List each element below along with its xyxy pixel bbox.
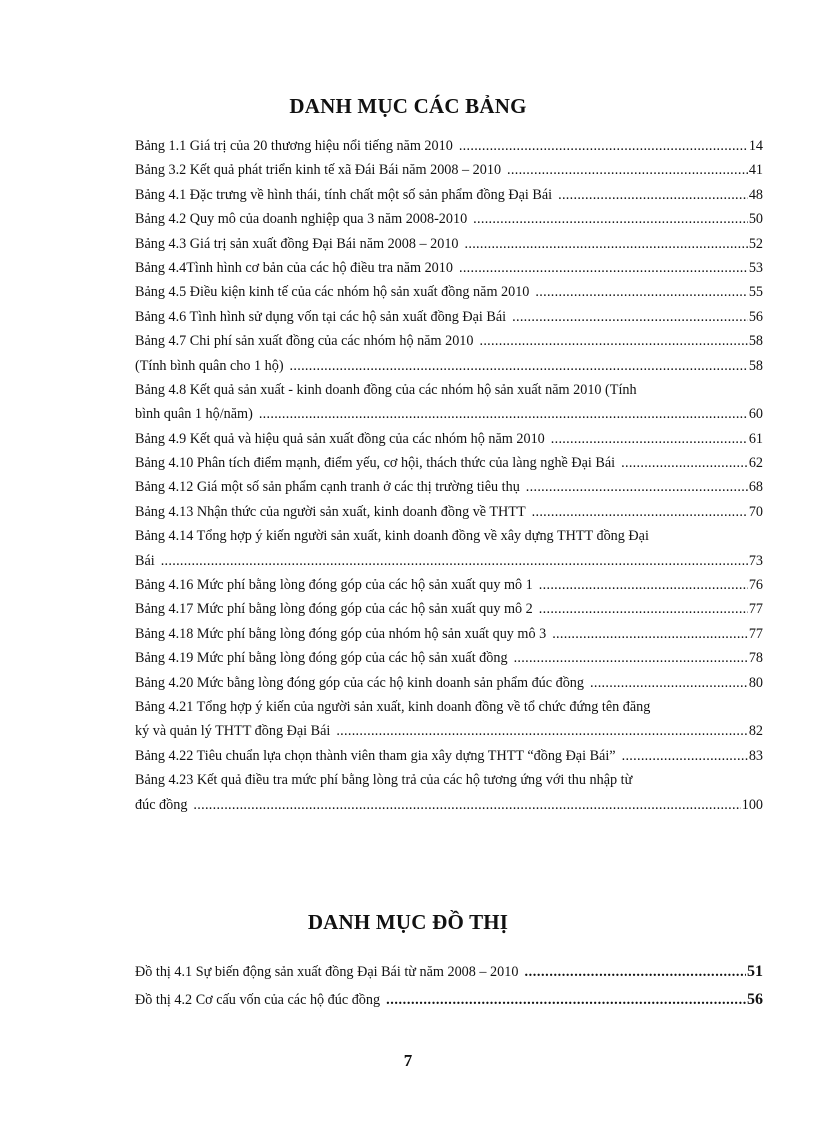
table-entry-page: 48 [748,186,763,203]
table-entry [135,524,763,573]
table-entry-page: 58 [748,333,763,350]
dot-leader [524,958,746,986]
dot-leader [290,354,748,378]
table-entry [135,768,763,817]
table-entry-label: Bảng 4.3 Giá trị sản xuất đồng Đại Bái năm 2008 – 2010 [135,235,459,252]
chart-entry-page: 56 [747,991,763,1008]
chart-entry-label: Đồ thị 4.2 Cơ cấu vốn của các hộ đúc đồng [135,992,381,1008]
table-entry-label: Bảng 4.1 Đặc trưng về hình thái, tính chất một số sản phẩm đồng Đại Bái [135,186,553,203]
table-entry-label: Bảng 4.22 Tiêu chuẩn lựa chọn thành viên tham gia xây dựng THTT “đồng Đại Bái” [135,747,616,764]
table-entry [135,329,763,353]
table-entry-page: 68 [748,479,763,496]
table-entry-page: 76 [748,577,763,594]
dot-leader [539,597,748,621]
dot-leader [336,719,747,743]
dot-leader [532,500,748,524]
table-entry [135,305,763,329]
table-entry-label-continued: bình quân 1 hộ/năm) [135,406,253,423]
table-entry [135,378,763,427]
chart-entry [135,958,763,986]
dot-leader [259,402,748,426]
dot-leader [465,232,748,256]
table-entry-page: 50 [748,211,763,228]
table-entry-label: (Tính bình quân cho 1 hộ) [135,357,284,374]
table-entry [135,500,763,524]
table-entry [135,573,763,597]
dot-leader [514,646,748,670]
table-entry-label: Bảng 3.2 Kết quả phát triển kinh tế xã Đái Bái năm 2008 – 2010 [135,162,502,179]
page-number: 7 [403,1051,413,1070]
table-entry-page: 14 [748,137,763,154]
table-entry-label: Bảng 4.7 Chi phí sản xuất đồng của các nhóm hộ năm 2010 [135,333,474,350]
table-entry-label: Bảng 4.20 Mức bằng lòng đóng góp của các hộ kinh doanh sản phẩm đúc đồng [135,674,584,691]
table-entry [135,671,763,695]
table-entry-page: 62 [748,455,763,472]
table-entry-label: Bảng 4.12 Giá một số sản phẩm cạnh tranh ở các thị trường tiêu thụ [135,479,520,496]
table-entry [135,134,763,158]
table-entry-page: 61 [748,430,763,447]
dot-leader [552,622,748,646]
table-entry-page: 77 [748,625,763,642]
dot-leader [386,986,746,1014]
tables-list-heading: DANH MỤC CÁC BẢNG [289,94,527,118]
table-entry [135,280,763,304]
table-entry-label: Bảng 4.14 Tổng hợp ý kiến người sản xuất, kinh doanh đồng về xây dựng THTT đồng Đại [135,528,649,545]
table-entry-page: 82 [748,723,763,740]
table-entry-label: Bảng 4.23 Kết quả điều tra mức phí bằng lòng trả của các hộ tương ứng với thu nhập từ [135,772,633,789]
table-entry-page: 60 [748,406,763,423]
table-entry-label: Bảng 4.19 Mức phí bằng lòng đóng góp của các hộ sản xuất đồng [135,650,508,667]
table-entry-page: 100 [741,796,763,813]
table-entry-label: Bảng 4.10 Phân tích điểm mạnh, điểm yếu, cơ hội, thách thức của làng nghề Đại Bái [135,455,616,472]
dot-leader [459,256,748,280]
table-entry [135,354,763,378]
table-entry [135,475,763,499]
table-entry [135,597,763,621]
dot-leader [473,207,748,231]
dot-leader [558,183,748,207]
table-entry-label: Bảng 4.17 Mức phí bằng lòng đóng góp của các hộ sản xuất quy mô 2 [135,601,533,618]
table-entry [135,451,763,475]
table-entry-page: 56 [748,308,763,325]
charts-list-heading: DANH MỤC ĐỒ THỊ [307,910,509,934]
dot-leader [535,280,747,304]
table-entry [135,646,763,670]
table-entry [135,256,763,280]
table-entry-label: Bảng 4.13 Nhận thức của người sản xuất, kinh doanh đồng về THTT [135,503,526,520]
table-entry-label: Bảng 4.6 Tình hình sử dụng vốn tại các hộ sản xuất đồng Đại Bái [135,308,507,325]
dot-leader [622,744,748,768]
table-entry-label: Bảng 4.16 Mức phí bằng lòng đóng góp của các hộ sản xuất quy mô 1 [135,577,533,594]
chart-entry [135,986,763,1014]
table-entry [135,232,763,256]
table-entry-page: 53 [748,259,763,276]
table-entry-label: Bảng 4.2 Quy mô của doanh nghiệp qua 3 năm 2008-2010 [135,211,468,228]
table-entry-page: 73 [748,552,763,569]
table-entry-page: 80 [748,674,763,691]
table-entry [135,207,763,231]
dot-leader [479,329,747,353]
table-entry-label: Bảng 4.8 Kết quả sản xuất - kinh doanh đồng của các nhóm hộ sản xuất năm 2010 (Tính [135,381,637,398]
table-entry-page: 55 [748,284,763,301]
table-entry-label: Bảng 4.18 Mức phí bằng lòng đóng góp của nhóm hộ sản xuất quy mô 3 [135,625,547,642]
table-entry-label: Bảng 4.4Tình hình cơ bản của các hộ điều tra năm 2010 [135,259,453,276]
dot-leader [590,671,748,695]
table-entry-page: 83 [748,747,763,764]
dot-leader [526,475,748,499]
table-entry-label-continued: Bái [135,552,155,569]
dot-leader [161,549,748,573]
table-entry-page: 70 [748,503,763,520]
dot-leader [193,793,740,817]
table-entry-label: Bảng 4.9 Kết quả và hiệu quả sản xuất đồng của các nhóm hộ năm 2010 [135,430,545,447]
table-entry-label-continued: đúc đồng [135,796,188,813]
dot-leader [507,158,748,182]
dot-leader [512,305,748,329]
table-entry-page: 77 [748,601,763,618]
charts-list [135,958,763,1014]
chart-entry-label: Đồ thị 4.1 Sự biến động sản xuất đồng Đại Bái từ năm 2008 – 2010 [135,964,519,980]
table-entry-label: Bảng 4.21 Tổng hợp ý kiến của người sản xuất, kinh doanh đồng về tổ chức đứng tên đăng [135,698,651,715]
table-entry-page: 41 [748,162,763,179]
table-entry [135,158,763,182]
table-entry [135,183,763,207]
table-entry [135,695,763,744]
table-entry-page: 52 [748,235,763,252]
table-entry [135,622,763,646]
dot-leader [551,427,748,451]
table-entry-label: Bảng 1.1 Giá trị của 20 thương hiệu nổi tiếng năm 2010 [135,137,453,154]
table-entry-label: Bảng 4.5 Điều kiện kinh tế của các nhóm hộ sản xuất đồng năm 2010 [135,284,530,301]
table-entry-page: 58 [748,357,763,374]
table-entry [135,427,763,451]
dot-leader [539,573,748,597]
table-entry-page: 78 [748,650,763,667]
tables-list [135,134,763,817]
chart-entry-page: 51 [747,963,763,980]
dot-leader [621,451,748,475]
table-entry [135,744,763,768]
dot-leader [459,134,748,158]
table-entry-label-continued: ký và quản lý THTT đồng Đại Bái [135,723,331,740]
